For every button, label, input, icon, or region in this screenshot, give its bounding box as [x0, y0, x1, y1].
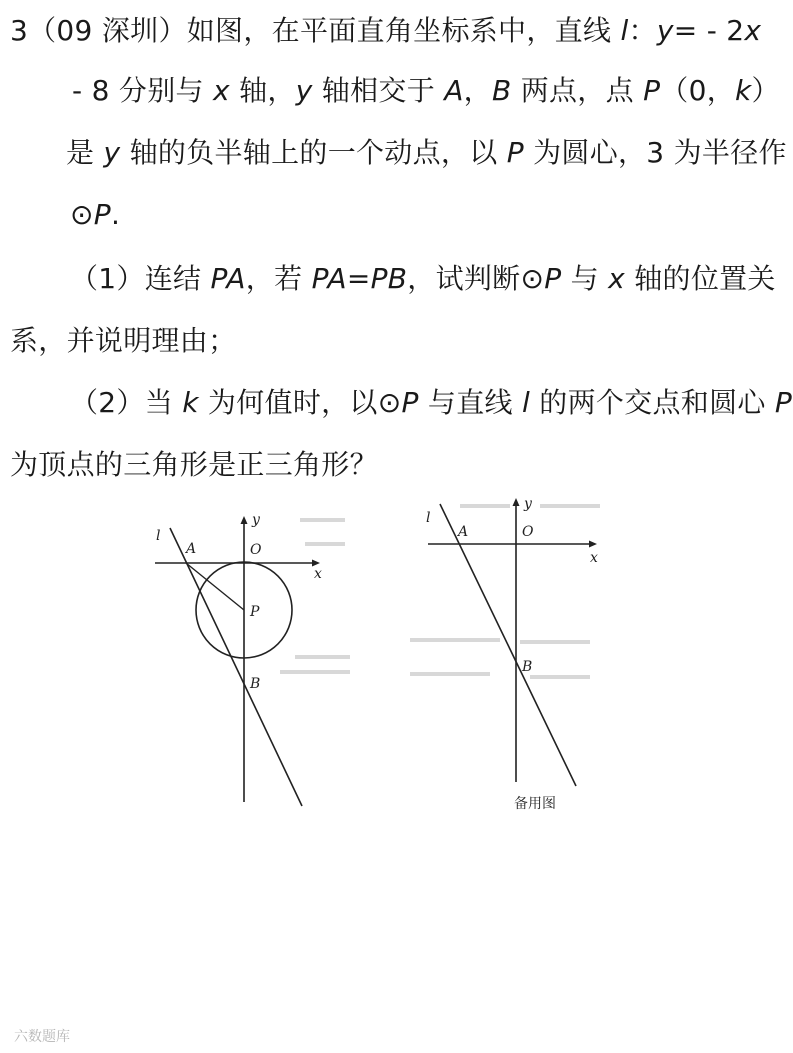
line-l-symbol: l [522, 386, 531, 419]
text-segment: 与 [561, 262, 609, 295]
point-p-label: P [401, 386, 419, 419]
ghost-mark [460, 504, 510, 508]
text-segment: 为何值时，以⊙ [198, 386, 402, 419]
text-segment: 轴， [229, 74, 296, 107]
point-p-label: P [93, 198, 111, 231]
label-o: O [250, 542, 262, 558]
point-p-label: P [643, 74, 661, 107]
figure-2-backup-diagram [400, 490, 630, 830]
ghost-mark [530, 675, 590, 679]
ghost-mark [295, 655, 350, 659]
ghost-mark [300, 518, 345, 522]
ghost-mark [520, 640, 590, 644]
figure-1-coordinate-diagram [130, 490, 370, 830]
label-b: B [522, 659, 533, 675]
line-l [440, 504, 576, 786]
problem-line-2 [72, 74, 780, 108]
problem-line-3 [66, 136, 787, 170]
watermark-text: 六数题库 [14, 1029, 70, 1045]
y-axis-arrow-icon [241, 516, 248, 524]
y-axis-arrow-icon [513, 498, 520, 506]
text-segment: 与直线 [418, 386, 522, 419]
condition-pa-pb: PA=PB [311, 262, 408, 295]
equation-text: = - 2 [673, 14, 745, 47]
x-axis-arrow-icon [589, 541, 597, 548]
text-segment: ，试判断⊙ [407, 262, 545, 295]
label-p: P [250, 604, 260, 620]
question-2-line-1 [70, 386, 792, 420]
k-var: k [735, 74, 752, 107]
text-segment: 为圆心，3 为半径作 [523, 136, 787, 169]
segment-pa: PA [210, 262, 246, 295]
label-b: B [250, 676, 261, 692]
line-l-symbol: l [620, 14, 629, 47]
text-segment: 轴相交于 [312, 74, 445, 107]
text-segment: 是 [66, 136, 104, 169]
text-segment: （0， [660, 74, 736, 107]
x-var: x [213, 74, 230, 107]
text-segment: 的两个交点和圆心 [530, 386, 775, 419]
figure-caption: 备用图 [514, 796, 556, 812]
x-var: x [608, 262, 626, 295]
ghost-mark [540, 504, 600, 508]
label-l: l [156, 528, 161, 544]
text-segment: （2）当 [70, 386, 183, 419]
label-x: x [314, 566, 322, 582]
point-p-label: P [544, 262, 562, 295]
line-l [170, 528, 302, 806]
text-segment: ，若 [245, 262, 312, 295]
y-var: y [656, 14, 674, 47]
k-var: k [182, 386, 199, 419]
label-o: O [522, 524, 534, 540]
text-segment: 轴的负半轴上的一个动点，以 [120, 136, 507, 169]
text-segment: 两点，点 [511, 74, 644, 107]
ghost-mark [410, 638, 500, 642]
text-segment: 系，并说明理由； [10, 324, 237, 357]
text-segment: - 8 分别与 [72, 74, 214, 107]
label-a: A [458, 524, 469, 540]
label-l: l [426, 510, 431, 526]
x-var: x [744, 14, 762, 47]
label-y: y [524, 496, 532, 512]
colon-text: ： [628, 14, 657, 47]
point-b-label: B [491, 74, 512, 107]
problem-line-1 [10, 14, 761, 48]
y-var: y [103, 136, 121, 169]
text-segment: ， [463, 74, 492, 107]
ghost-mark [280, 670, 350, 674]
problem-intro-text: 3（09 深圳）如图，在平面直角坐标系中，直线 [10, 14, 621, 47]
segment-pa [186, 563, 244, 610]
text-segment: ） [751, 74, 780, 107]
problem-line-4 [70, 198, 120, 232]
text-segment: 为顶点的三角形是正三角形？ [10, 448, 378, 481]
question-2-line-2 [10, 448, 378, 482]
y-var: y [295, 74, 313, 107]
label-y: y [252, 512, 260, 528]
question-1-line-2 [10, 324, 236, 358]
ghost-mark [410, 672, 490, 676]
text-segment: 轴的位置关 [625, 262, 776, 295]
point-p-label: P [506, 136, 524, 169]
question-1-line-1 [70, 262, 776, 296]
label-a: A [186, 541, 197, 557]
circle-symbol: ⊙ [70, 198, 94, 231]
point-p-label: P [774, 386, 793, 419]
text-segment: （1）连结 [70, 262, 211, 295]
label-x: x [590, 550, 598, 566]
point-a-label: A [444, 74, 464, 107]
text-segment: . [110, 198, 121, 231]
ghost-mark [305, 542, 345, 546]
